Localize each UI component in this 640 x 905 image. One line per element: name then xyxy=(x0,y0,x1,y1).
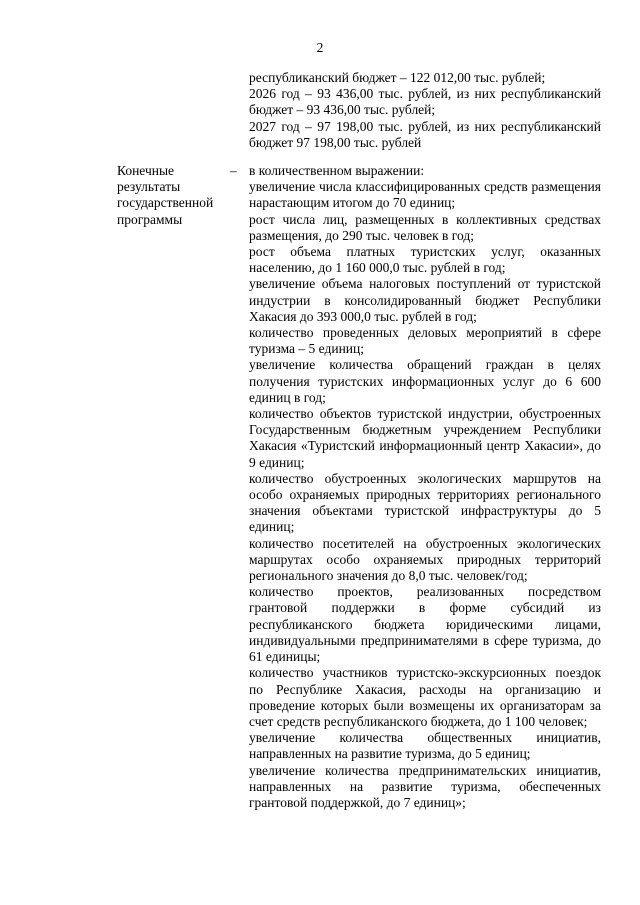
result-item: увеличение объема налоговых поступлений от туристской индустрии в консолидированный бюджет Республики Хакасия до 393 000,0 тыс. рублей в год; xyxy=(249,276,601,324)
result-item: количество посетителей на обустроенных экологических маршрутах особо охраняемых природных территорий регионального значения до 8,0 тыс. человек/год; xyxy=(249,535,601,584)
budget-block xyxy=(249,70,601,151)
result-item: увеличение количества обращений граждан в целях получения туристских информационных услуг до 6 600 единиц в год; xyxy=(249,357,601,405)
result-item: рост объема платных туристских услуг, оказанных населению, до 1 160 000,0 тыс. рублей в год; xyxy=(249,244,601,276)
results-block xyxy=(249,163,601,811)
budget-line: 2026 год – 93 436,00 тыс. рублей, из них республиканский бюджет – 93 436,00 тыс. рублей; xyxy=(249,86,601,118)
budget-line: 2027 год – 97 198,00 тыс. рублей, из них республиканский бюджет 97 198,00 тыс. рублей xyxy=(249,118,601,150)
result-item: увеличение количества предпринимательских инициатив, направленных на развитие туризма, обеспеченных грантовой поддержкой, до 7 единиц»; xyxy=(249,762,601,810)
result-item: количество обустроенных экологических маршрутов на особо охраняемых природных территориях регионального значения объектами туристской инфраструктуры до 5 единиц; xyxy=(249,470,601,535)
row-label-line: государственной xyxy=(117,195,214,211)
row-label-line: Конечные xyxy=(117,163,175,178)
budget-line: республиканский бюджет – 122 012,00 тыс. рублей; xyxy=(249,70,546,85)
result-item: увеличение количества общественных инициатив, направленных на развитие туризма, до 5 единиц; xyxy=(249,730,601,762)
result-item: в количественном выражении: xyxy=(249,163,425,178)
result-item: количество проектов, реализованных посредством грантовой поддержки в форме субсидий из республиканского бюджета юридическими лицами, индивидуальными предпринимателями в сфере туризма, до 61 единицы; xyxy=(249,584,601,665)
result-item: рост числа лиц, размещенных в коллективных средствах размещения, до 290 тыс. человек в год; xyxy=(249,211,601,243)
row-dash: – xyxy=(230,163,237,178)
row-label-line: результаты xyxy=(117,179,181,195)
result-item: количество проведенных деловых мероприятий в сфере туризма – 5 единиц; xyxy=(249,325,601,357)
row-label xyxy=(117,163,227,228)
result-item: количество объектов туристской индустрии, обустроенных Государственным бюджетным учреждением Республики Хакасия «Туристский информационный центр Хакасии», до 9 единиц; xyxy=(249,406,601,470)
page-number: 2 xyxy=(316,40,324,55)
row-label-line: программы xyxy=(117,211,183,227)
result-item: количество участников туристско-экскурсионных поездок по Республике Хакасия, расходы на организацию и проведение которых были возмещены их организаторам за счет средств республиканского бюджета, до 1 100 человек; xyxy=(249,665,601,729)
result-item: увеличение числа классифицированных средств размещения нарастающим итогом до 70 единиц; xyxy=(249,179,601,211)
